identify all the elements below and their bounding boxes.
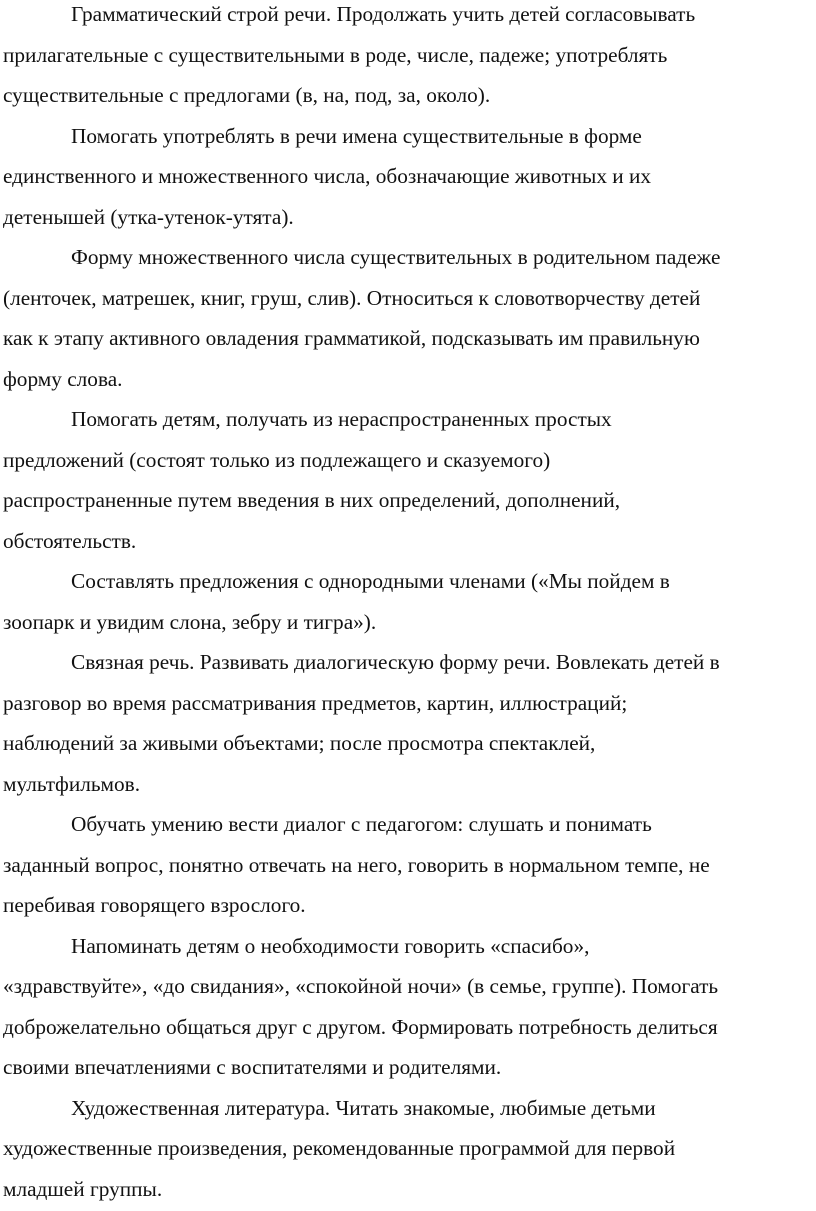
paragraph-line: детенышей (утка-утенок-утята). [3, 204, 294, 229]
paragraph-sentences [3, 399, 816, 561]
paragraph-line: наблюдений за живыми объектами; после просмотра спектаклей, [3, 731, 596, 755]
paragraph-line: существительные с предлогами (в, на, под, за, около). [3, 83, 491, 107]
paragraph-line: Грамматический строй речи. Продолжать учить детей согласовывать [71, 2, 696, 26]
paragraph-line: Помогать употреблять в речи имена существительные в форме [71, 123, 642, 148]
paragraph-singular-plural [3, 116, 816, 238]
paragraph-line: Напоминать детям о необходимости говорить «спасибо», [71, 933, 590, 958]
paragraph-line: художественные произведения, рекомендованные программой для первой [3, 1136, 676, 1160]
paragraph-line: зоопарк и увидим слона, зебру и тигра»). [3, 609, 377, 634]
paragraph-line: заданный вопрос, понятно отвечать на него, говорить в нормальном темпе, не [3, 852, 710, 877]
paragraph-grammar [3, 0, 816, 116]
paragraph-genitive-plural [3, 237, 816, 399]
paragraph-line: Форму множественного числа существительных в родительном падеже [71, 245, 721, 269]
paragraph-line: (ленточек, матрешек, книг, груш, слив). Относиться к словотворчеству детей [3, 285, 701, 310]
paragraph-line: разговор во время рассматривания предметов, картин, иллюстраций; [3, 690, 628, 715]
paragraph-line: Обучать умению вести диалог с педагогом: слушать и понимать [71, 812, 652, 836]
paragraph-line: прилагательные с существительными в роде, числе, падеже; употреблять [3, 42, 668, 67]
paragraph-line: «здравствуйте», «до свидания», «спокойной ночи» (в семье, группе). Помогать [3, 974, 719, 998]
paragraph-politeness [3, 926, 816, 1088]
paragraph-line: единственного и множественного числа, обозначающие животных и их [3, 164, 652, 188]
paragraph-line: Составлять предложения с однородными членами («Мы пойдем в [71, 569, 670, 593]
paragraph-line: мультфильмов. [3, 771, 141, 796]
paragraph-line: обстоятельств. [3, 528, 137, 553]
paragraph-line: своими впечатлениями с воспитателями и родителями. [3, 1055, 502, 1079]
paragraph-coherent-speech [3, 642, 816, 804]
paragraph-line: как к этапу активного овладения грамматикой, подсказывать им правильную [3, 326, 700, 350]
paragraph-literature [3, 1088, 816, 1210]
paragraph-dialogue [3, 804, 816, 926]
paragraph-line: доброжелательно общаться друг с другом. Формировать потребность делиться [3, 1014, 718, 1039]
paragraph-line: распространенные путем введения в них определений, дополнений, [3, 488, 621, 512]
paragraph-line: Связная речь. Развивать диалогическую форму речи. Вовлекать детей в [71, 650, 720, 674]
paragraph-line: перебивая говорящего взрослого. [3, 893, 306, 917]
paragraph-line: Помогать детям, получать из нераспространенных простых [71, 407, 612, 431]
paragraph-line: предложений (состоят только из подлежащего и сказуемого) [3, 447, 551, 472]
paragraph-homogeneous [3, 561, 816, 642]
paragraph-line: младшей группы. [3, 1176, 163, 1201]
paragraph-line: форму слова. [3, 366, 123, 391]
paragraph-line: Художественная литература. Читать знакомые, любимые детьми [71, 1095, 656, 1120]
